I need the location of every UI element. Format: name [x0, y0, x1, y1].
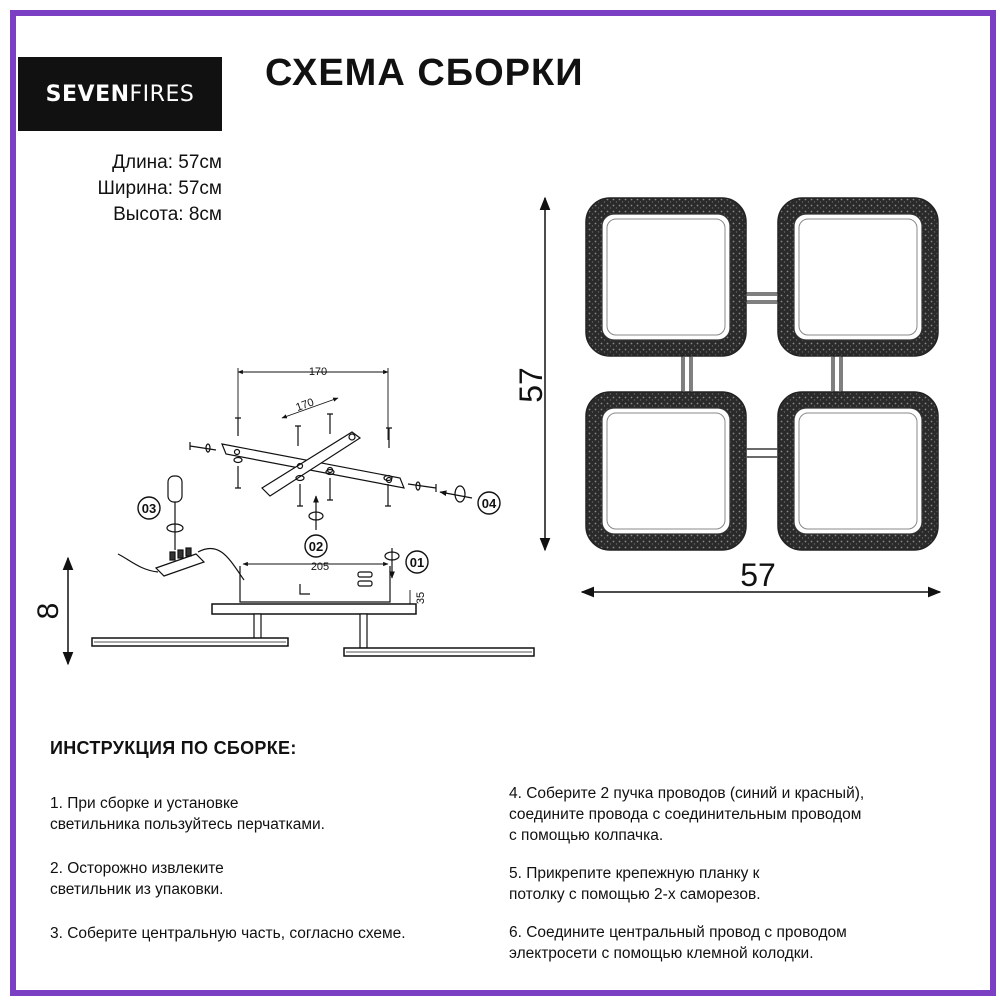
page-title: СХЕМА СБОРКИ	[265, 52, 584, 94]
top-view-width-label: 57	[740, 557, 776, 593]
instruction-step-5	[509, 863, 761, 905]
side-height-label: 8	[32, 602, 65, 620]
instruction-step-1	[50, 793, 325, 835]
instruction-step-2	[50, 858, 224, 900]
base-height-label: 35	[415, 591, 427, 605]
step-line: 2. Осторожно извлеките	[50, 860, 224, 877]
step-marker-04: 04	[481, 496, 497, 511]
instructions-heading: ИНСТРУКЦИЯ ПО СБОРКЕ:	[50, 738, 297, 758]
step-line: светильника пользуйтесь перчатками.	[50, 816, 325, 833]
instruction-step-6	[509, 922, 847, 964]
instruction-step-3	[50, 923, 406, 944]
spacing-label-2: 170	[294, 396, 316, 414]
ring-bottom-right	[778, 392, 938, 550]
step-line: с помощью колпачка.	[509, 827, 664, 844]
step-line: 5. Прикрепите крепежную планку к	[509, 865, 760, 882]
ring-top-right	[778, 198, 938, 356]
dimension-length: Длина: 57см	[112, 152, 222, 173]
top-view-height-label: 57	[513, 367, 549, 403]
step-marker-02: 02	[308, 539, 324, 554]
step-line: 1. При сборке и установке	[50, 795, 239, 812]
spacing-label-1: 170	[308, 366, 328, 378]
dimension-width: Ширина: 57см	[97, 178, 222, 199]
step-line: 3. Соберите центральную часть, согласно схеме.	[50, 925, 406, 942]
top-view	[513, 198, 940, 593]
brand-logo-bold: SEVEN	[45, 81, 130, 107]
ring-top-left	[586, 198, 746, 356]
brand-logo-light: FIRES	[129, 81, 195, 107]
step-line: потолку с помощью 2-х саморезов.	[509, 886, 761, 903]
step-line: электросети с помощью клемной колодки.	[509, 945, 814, 962]
step-line: 6. Соедините центральный провод с проводом	[509, 924, 847, 941]
step-marker-01: 01	[409, 555, 425, 570]
ring-bottom-left	[586, 392, 746, 550]
step-line: соедините провода с соединительным проводом	[509, 806, 862, 823]
base-width-label: 205	[310, 561, 330, 573]
step-line: светильник из упаковки.	[50, 881, 224, 898]
dimension-height: Высота: 8см	[113, 204, 222, 225]
instruction-step-4	[509, 783, 864, 846]
step-line: 4. Соберите 2 пучка проводов (синий и красный),	[509, 785, 865, 802]
step-marker-03: 03	[141, 501, 157, 516]
